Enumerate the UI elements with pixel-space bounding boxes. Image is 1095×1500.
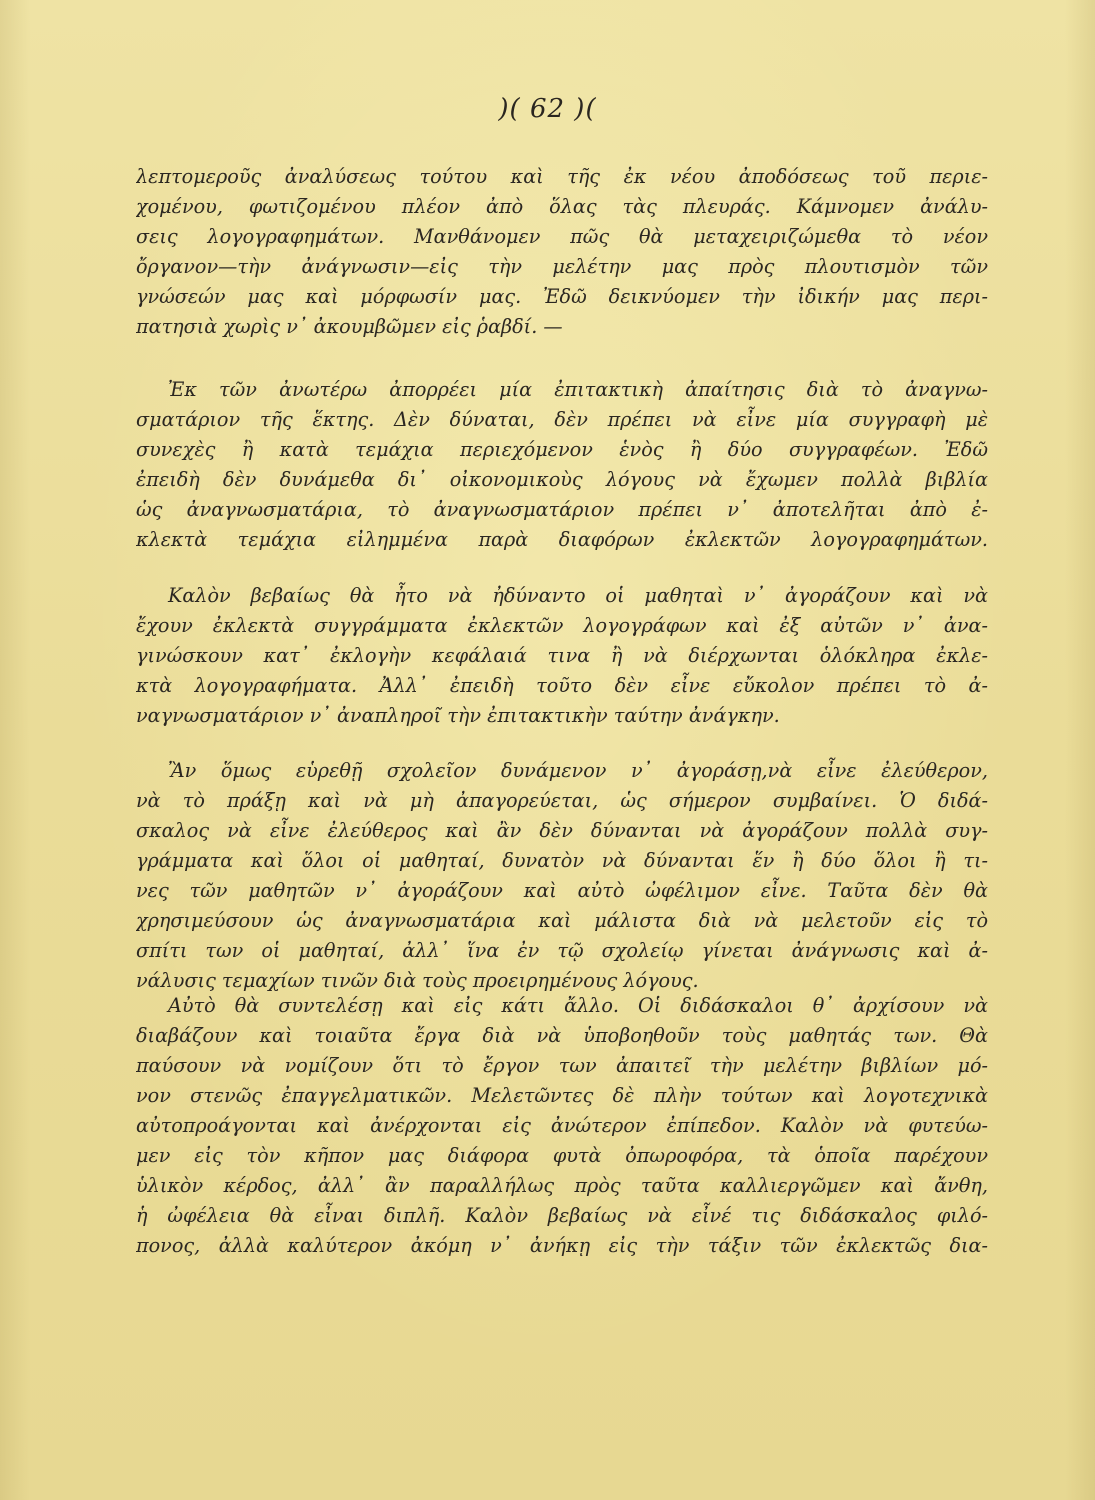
text-line: Αὐτὸ θὰ συντελέσῃ καὶ εἰς κάτι ἄλλο. Οἱ διδάσκαλοι θ᾽ ἀρχίσουν νὰ (168, 994, 988, 1017)
text-line: διαβάζουν καὶ τοιαῦτα ἔργα διὰ νὰ ὑποβοηθοῦν τοὺς μαθητάς των. Θὰ (136, 1024, 988, 1047)
text-line: σπίτι των οἱ μαθηταί, ἀλλ᾽ ἵνα ἐν τῷ σχολείῳ γίνεται ἀνάγνωσις καὶ ἀ- (136, 939, 988, 962)
text-line: αὐτοπροάγονται καὶ ἀνέρχονται εἰς ἀνώτερον ἐπίπεδον. Καλὸν νὰ φυτεύω- (136, 1114, 988, 1137)
paragraph-5 (136, 991, 988, 1261)
text-line: ὡς ἀναγνωσματάρια, τὸ ἀναγνωσματάριον πρέπει ν᾽ ἀποτελῆται ἀπὸ ἐ- (136, 498, 988, 521)
text-line: γράμματα καὶ ὅλοι οἱ μαθηταί, δυνατὸν νὰ δύνανται ἕν ἢ δύο ὅλοι ἢ τι- (136, 849, 988, 872)
text-line: πατησιὰ χωρὶς ν᾽ ἀκουμβῶμεν εἰς ῥαβδί. — (136, 315, 563, 338)
text-line: σεις λογογραφημάτων. Μανθάνομεν πῶς θὰ μεταχειριζώμεθα τὸ νέον (136, 225, 988, 248)
text-line: χομένου, φωτιζομένου πλέον ἀπὸ ὅλας τὰς πλευράς. Κάμνομεν ἀνάλυ- (136, 195, 988, 218)
text-line: συνεχὲς ἢ κατὰ τεμάχια περιεχόμενον ἑνὸς ἢ δύο συγγραφέων. Ἐδῶ (136, 438, 988, 461)
paragraph-2 (136, 375, 988, 555)
text-line: λεπτομεροῦς ἀναλύσεως τούτου καὶ τῆς ἐκ νέου ἀποδόσεως τοῦ περιε- (136, 165, 988, 188)
text-line: Ἂν ὅμως εὑρεθῇ σχολεῖον δυνάμενον ν᾽ ἀγοράσῃ,νὰ εἶνε ἐλεύθερον, (168, 759, 988, 782)
text-line: ἐπειδὴ δὲν δυνάμεθα δι᾽ οἰκονομικοὺς λόγους νὰ ἔχωμεν πολλὰ βιβλία (136, 468, 988, 491)
text-line: ὑλικὸν κέρδος, ἀλλ᾽ ἂν παραλλήλως πρὸς ταῦτα καλλιεργῶμεν καὶ ἄνθη, (136, 1174, 988, 1197)
text-line: ἔχουν ἐκλεκτὰ συγγράμματα ἐκλεκτῶν λογογράφων καὶ ἐξ αὐτῶν ν᾽ ἀνα- (136, 614, 988, 637)
text-line: σκαλος νὰ εἶνε ἐλεύθερος καὶ ἂν δὲν δύνανται νὰ ἀγοράζουν πολλὰ συγ- (136, 819, 988, 842)
text-line: ναγνωσματάριον ν᾽ ἀναπληροῖ τὴν ἐπιτακτικὴν ταύτην ἀνάγκην. (136, 704, 780, 727)
text-line: νάλυσις τεμαχίων τινῶν διὰ τοὺς προειρημένους λόγους. (136, 969, 699, 992)
text-line: χρησιμεύσουν ὡς ἀναγνωσματάρια καὶ μάλιστα διὰ νὰ μελετοῦν εἰς τὸ (136, 909, 988, 932)
text-line: ἡ ὠφέλεια θὰ εἶναι διπλῆ. Καλὸν βεβαίως νὰ εἶνέ τις διδάσκαλος φιλό- (136, 1204, 988, 1227)
paragraph-3 (136, 581, 988, 731)
page-number-header: )( 62 )( (498, 94, 597, 124)
page-edge-shadow-left (0, 0, 30, 1500)
text-line: νὰ τὸ πράξῃ καὶ νὰ μὴ ἀπαγορεύεται, ὡς σήμερον συμβαίνει. Ὁ διδά- (136, 789, 988, 812)
text-line: σματάριον τῆς ἕκτης. Δὲν δύναται, δὲν πρέπει νὰ εἶνε μία συγγραφὴ μὲ (136, 408, 988, 431)
text-line: νον στενῶς ἐπαγγελματικῶν. Μελετῶντες δὲ πλὴν τούτων καὶ λογοτεχνικὰ (136, 1084, 988, 1107)
text-line: Καλὸν βεβαίως θὰ ἦτο νὰ ἠδύναντο οἱ μαθηταὶ ν᾽ ἀγοράζουν καὶ νὰ (168, 584, 988, 607)
page-edge-shadow-right (1065, 0, 1095, 1500)
paragraph-4 (136, 756, 988, 996)
text-line: πονος, ἀλλὰ καλύτερον ἀκόμη ν᾽ ἀνήκῃ εἰς τὴν τάξιν τῶν ἐκλεκτῶς δια- (136, 1234, 988, 1257)
text-line: παύσουν νὰ νομίζουν ὅτι τὸ ἔργον των ἀπαιτεῖ τὴν μελέτην βιβλίων μό- (136, 1054, 988, 1077)
text-line: μεν εἰς τὸν κῆπον μας διάφορα φυτὰ ὀπωροφόρα, τὰ ὁποῖα παρέχουν (136, 1144, 988, 1167)
text-line: γνώσεών μας καὶ μόρφωσίν μας. Ἐδῶ δεικνύομεν τὴν ἰδικήν μας περι- (136, 285, 988, 308)
text-line: γινώσκουν κατ᾽ ἐκλογὴν κεφάλαιά τινα ἢ νὰ διέρχωνται ὁλόκληρα ἐκλε- (136, 644, 988, 667)
paragraph-1 (136, 162, 988, 342)
text-line: Ἐκ τῶν ἀνωτέρω ἀπορρέει μία ἐπιτακτικὴ ἀπαίτησις διὰ τὸ ἀναγνω- (168, 378, 988, 401)
text-line: ὄργανον—τὴν ἀνάγνωσιν—εἰς τὴν μελέτην μας πρὸς πλουτισμὸν τῶν (136, 255, 988, 278)
text-line: κτὰ λογογραφήματα. Ἀλλ᾽ ἐπειδὴ τοῦτο δὲν εἶνε εὔκολον πρέπει τὸ ἀ- (136, 674, 988, 697)
text-line: νες τῶν μαθητῶν ν᾽ ἀγοράζουν καὶ αὐτὸ ὠφέλιμον εἶνε. Ταῦτα δὲν θὰ (136, 879, 988, 902)
text-line: κλεκτὰ τεμάχια εἰλημμένα παρὰ διαφόρων ἐκλεκτῶν λογογραφημάτων. (136, 528, 988, 551)
